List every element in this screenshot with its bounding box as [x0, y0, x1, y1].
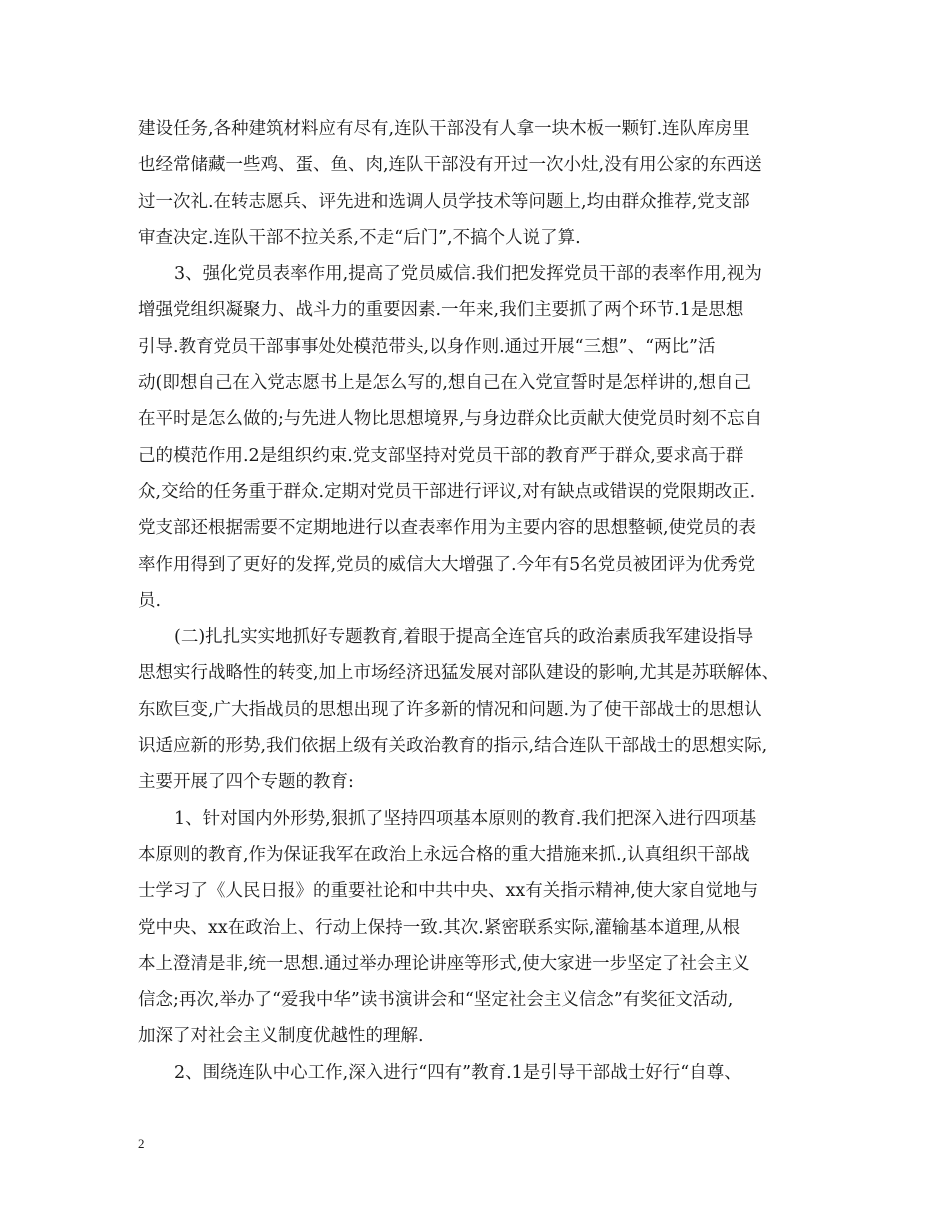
text-line: 动(即想自己在入党志愿书上是怎么写的,想自己在入党宣誓时是怎样讲的,想自己 [138, 373, 751, 394]
paragraph-start-line: 1、针对国内外形势,狠抓了坚持四项基本原则的教育.我们把深入进行四项基 [174, 808, 757, 829]
text-line: 过一次礼.在转志愿兵、评先进和选调人员学技术等问题上,均由群众推荐,党支部 [138, 191, 750, 212]
text-line: 东欧巨变,广大指战员的思想出现了许多新的情况和问题.为了使干部战士的思想认 [138, 699, 762, 720]
text-line: 本上澄清是非,统一思想.通过举办理论讲座等形式,使大家进一步坚定了社会主义 [138, 953, 750, 974]
text-line: 己的模范作用.2是组织约束.党支部坚持对党员干部的教育严于群众,要求高于群 [138, 445, 744, 466]
text-line: 党中央、xx在政治上、行动上保持一致.其次.紧密联系实际,灌输基本道理,从根 [138, 917, 740, 938]
text-line: 加深了对社会主义制度优越性的理解. [138, 1026, 424, 1047]
text-line: 审查决定.连队干部不拉关系,不走“后门”,不搞个人说了算. [138, 227, 581, 248]
text-line: 士学习了《人民日报》的重要社论和中共中央、xx有关指示精神,使大家自觉地与 [138, 881, 759, 902]
paragraph-start-line: (二)扎扎实实地抓好专题教育,着眼于提高全连官兵的政治素质我军建设指导 [174, 627, 754, 648]
text-line: 也经常储藏一些鸡、蛋、鱼、肉,连队干部没有开过一次小灶,没有用公家的东西送 [138, 155, 762, 176]
text-line: 主要开展了四个专题的教育: [138, 772, 354, 793]
text-line: 增强党组织凝聚力、战斗力的重要因素.一年来,我们主要抓了两个环节.1是思想 [138, 300, 744, 321]
paragraph-start-line: 3、强化党员表率作用,提高了党员威信.我们把发挥党员干部的表率作用,视为 [174, 264, 762, 285]
text-line: 众,交给的任务重于群众.定期对党员干部进行评议,对有缺点或错误的党限期改正. [138, 481, 756, 502]
document-body [138, 111, 818, 1091]
text-line: 信念;再次,举办了“爱我中华”读书演讲会和“坚定社会主义信念”有奖征文活动, [138, 990, 734, 1011]
text-line: 引导.教育党员干部事事处处模范带头,以身作则.通过开展“三想”、“两比”活 [138, 336, 716, 357]
text-line: 员. [138, 590, 162, 611]
text-line: 本原则的教育,作为保证我军在政治上永远合格的重大措施来抓.,认真组织干部战 [138, 844, 750, 865]
text-line: 党支部还根据需要不定期地进行以查表率作用为主要内容的思想整顿,使党员的表 [138, 518, 757, 539]
text-line: 在平时是怎么做的;与先进人物比思想境界,与身边群众比贡献大使党员时刻不忘自 [138, 409, 762, 430]
text-line: 思想实行战略性的转变,加上市场经济迅猛发展对部队建设的影响,尤其是苏联解体、 [138, 663, 780, 684]
text-line: 建设任务,各种建筑材料应有尽有,连队干部没有人拿一块木板一颗钉.连队库房里 [138, 119, 750, 139]
paragraph-start-line: 2、围绕连队中心工作,深入进行“四有”教育.1是引导干部战士好行“自尊、 [174, 1062, 742, 1083]
text-line: 识适应新的形势,我们依据上级有关政治教育的指示,结合连队干部战士的思想实际, [138, 736, 768, 757]
text-line: 率作用得到了更好的发挥,党员的威信大大增强了.今年有5名党员被团评为优秀党 [138, 554, 756, 575]
page-number: 2 [138, 1136, 145, 1151]
